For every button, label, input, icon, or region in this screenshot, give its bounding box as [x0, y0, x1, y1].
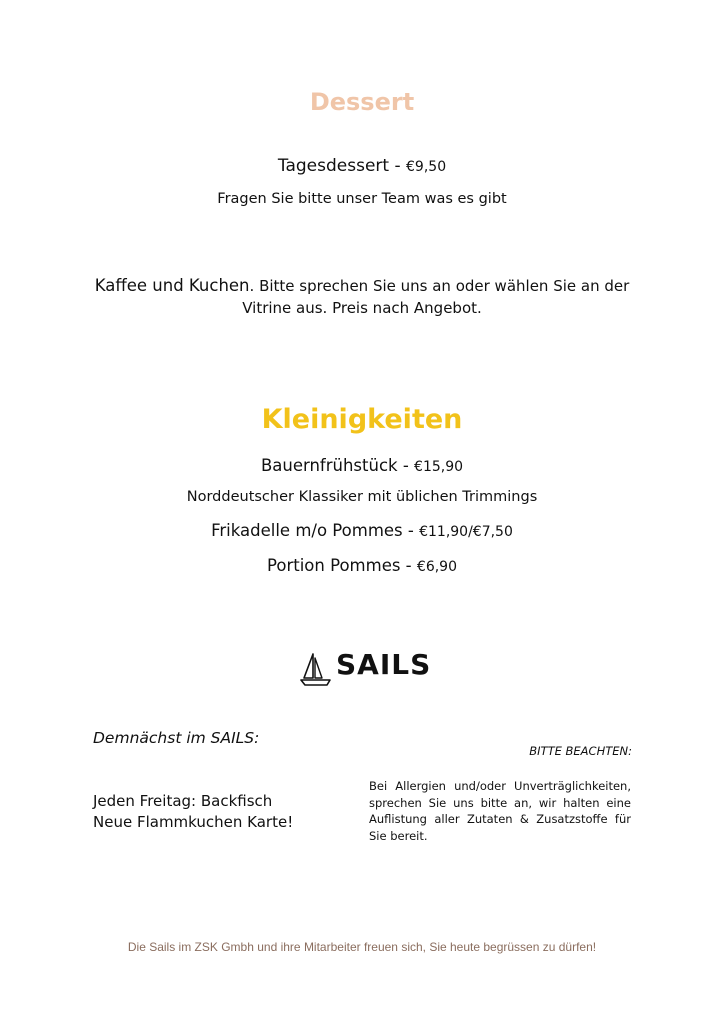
- menu-item-tagesdessert: [0, 156, 724, 176]
- item-price: €15,90: [414, 459, 464, 475]
- menu-item-bauernfruehstueck: [0, 456, 724, 475]
- footer-text: Die Sails im ZSK Gmbh und ihre Mitarbeiter freuen sich, Sie heute begrüssen zu dürfen!: [127, 940, 597, 954]
- kleinigkeiten-heading: Kleinigkeiten: [261, 404, 463, 435]
- menu-item-pommes: [0, 556, 724, 575]
- sailboat-icon: [300, 648, 334, 688]
- menu-item-frikadelle: [0, 521, 724, 540]
- special-item: Neue Flammkuchen Karte!: [93, 813, 294, 831]
- item-name: Tagesdessert -: [277, 156, 401, 176]
- special-item: Jeden Freitag: Backfisch: [93, 792, 273, 810]
- allergy-notice: Bei Allergien und/oder Unverträglichkeiten, sprechen Sie uns bitte an, wir halten eine Auflistung aller Zutaten & Zusatzstoffe für Sie bereit.: [369, 779, 631, 843]
- item-price: €6,90: [416, 559, 457, 575]
- dessert-heading: Dessert: [309, 88, 415, 116]
- item-name: Portion Pommes -: [267, 556, 412, 575]
- kaffee-title: Kaffee und Kuchen: [94, 276, 250, 295]
- item-description: Norddeutscher Klassiker mit üblichen Trimmings: [186, 489, 538, 505]
- logo-text: SAILS: [336, 648, 432, 681]
- item-name: Bauernfrühstück -: [260, 456, 409, 475]
- item-name: Frikadelle m/o Pommes -: [211, 521, 414, 540]
- item-description: Fragen Sie bitte unser Team was es gibt: [217, 191, 507, 207]
- specials-list: [93, 791, 293, 833]
- kaffee-description: . Bitte sprechen Sie uns an oder wählen Sie an der Vitrine aus. Preis nach Angebot.: [242, 277, 630, 317]
- sails-logo: [298, 648, 432, 690]
- notice-heading: BITTE BEACHTEN:: [529, 744, 632, 758]
- item-price: €9,50: [406, 159, 447, 175]
- coming-soon-heading: Demnächst im SAILS:: [93, 729, 260, 747]
- kaffee-kuchen-text: [70, 275, 654, 319]
- item-price: €11,90/€7,50: [419, 524, 513, 540]
